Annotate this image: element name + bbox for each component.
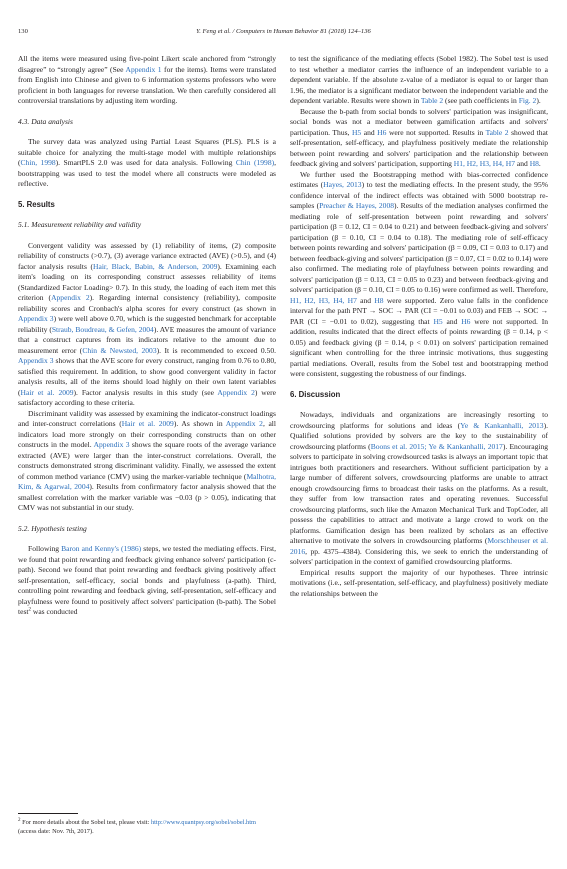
text-run: ). SmartPLS 2.0 was used for data analysis. Following	[55, 158, 236, 167]
text-run: showed that self-presentation, self-efficacy, and playfulness positively mediate the relationship between point rewarding and solvers' participation and the relationship between feedback giving and solvers' participation, supporting	[290, 127, 548, 168]
reference-link[interactable]: Chin (1998)	[235, 158, 275, 167]
reference-link[interactable]: Boons et al. 2015; Ye & Kankanhalli, 2017	[370, 441, 503, 451]
reference-link[interactable]: Morschheuser et al. 2016	[290, 536, 548, 556]
footnote-marker: 2	[18, 817, 21, 823]
paragraph	[290, 410, 548, 568]
reference-link[interactable]: Appendix 3	[93, 440, 130, 449]
paragraph	[290, 170, 548, 380]
text-run: , all indicators load more strongly on their corresponding constructs than on other constructs in the model.	[18, 419, 276, 449]
text-run: Discriminant validity was assessed by examining the indicator-construct loadings and inter-construct correlations (	[18, 408, 276, 428]
reference-link[interactable]: Chin & Newsted, 2003	[82, 345, 157, 355]
text-run: ). Examining each item's loading on its corresponding construct assesses reliability of items (Standardized Factor Loading> 0.7). In this study, the loading of each item met this criterion (	[18, 261, 276, 302]
text-run: for the items). Items were translated from English into Chinese and given to 6 information systems professors who were proficient in both languages for reverse translation. We then carefully considered all controversial translations by adjusting item wording.	[18, 64, 277, 105]
section-heading-5-1: 5.1. Measurement reliability and validity	[18, 220, 142, 229]
text-run: steps, we tested the mediating effects. First, we found that point rewarding and feedback giving enhance solvers' participation (c-path). Second we found that point rewarding and feedback giving positively affect self-presentation, self-efficacy, social bonds and playfulness (a-path). Third, controlling point rewarding and feedback giving, self-presentation, self-efficacy and playfulness were found to positively affect solvers' participation (b-path). The Sobel test	[18, 544, 277, 616]
section-heading-5-2: 5.2. Hypothesis testing	[18, 523, 87, 533]
reference-link[interactable]: Appendix 2	[225, 419, 263, 428]
text-run: ) were satisfactory according to these criteria.	[18, 387, 276, 407]
text-run: , bootstrapping was used to test the model where all constructs were modeled as reflective.	[18, 158, 276, 188]
reference-link[interactable]: H1, H2, H3, H4, H7	[290, 295, 357, 305]
text-run: .	[538, 159, 541, 168]
text-run: (access date: Nov. 7th, 2017).	[18, 828, 94, 835]
text-run: ). As shown in	[173, 419, 226, 428]
text-run: ). Results of the mediation analyses confirmed the mediating role of self-presentation between point rewarding and solvers' participation (β = 0.12, CI = 0.04 to 0.21) and between feedback-giving and solvers' participation (β = 0.10, CI = 0.04 to 0.18). The mediating role of self-efficacy between points rewarding and solvers' participation (β = 0.09, CI = 0.03 to 0.17) and between feedback-giving and solvers' participation (β = 0.07, CI = 0.02 to 0.14) were also confirmed. The mediating role of playfulness between points rewarding and solvers' participation (β = 0.13, CI = 0.05 to 0.23) and between feedback-giving and solvers' participation (β = 0.10, CI = 0.05 to 0.16) were confirmed as well. Therefore,	[290, 201, 548, 294]
footnote-marker: 2	[28, 607, 31, 613]
text-run: were not supported. In addition, results indicated that the direct effects of points rewarding (β = 0.14, p < 0.05) and feedback giving (β = 0.14, p < 0.01) on solvers' participation remained significant when controlling for the three intrinsic motivations, thus suggesting partial mediations. Overall, results from the Sobel test and bootstrapping method were consistent, suggesting the robustness of our findings.	[290, 316, 548, 378]
reference-link[interactable]: Preacher & Hayes, 2008	[319, 201, 394, 210]
reference-link[interactable]: Hair, Black, Babin, & Anderson, 2009	[93, 261, 218, 271]
reference-link[interactable]: H8	[529, 159, 539, 168]
reference-link[interactable]: H5	[351, 127, 362, 137]
text-run: Convergent validity was assessed by (1) reliability of items, (2) composite reliability of constructs (>0.7), (3) average variance extracted (AVE) (>0.5), and (4) factor analysis results (	[18, 240, 276, 271]
journal-citation: Y. Feng et al. / Computers in Human Behavior 81 (2018) 124–136	[196, 28, 371, 35]
footnote-divider	[18, 813, 78, 814]
text-run: Following	[28, 544, 62, 553]
section-heading-4-3: 4.3. Data analysis	[18, 116, 73, 126]
paragraph	[290, 54, 548, 107]
text-run: ). It is recommended to exceed 0.50.	[156, 345, 276, 355]
running-header	[18, 28, 549, 40]
text-run: shows that the AVE score for every construct, ranging from 0.76 to 0.80, satisfied this requirement. In addition, to show good convergent validity in factor analysis results, all of the items should load highly on their own latent variables (	[18, 356, 276, 397]
text-run: ) to test the mediating effects. In the present study, the 95% confidence interval of the indirect effects was obtained with 5000 bootstrap re-samples (	[290, 180, 549, 210]
text-run: Empirical results support the majority of our hypotheses. Three intrinsic motivations (i.e., self-presentation, self-efficacy, and playfulness) positively mediate the relationships between the	[290, 567, 548, 598]
text-run: ).	[536, 96, 541, 105]
text-run: The survey data was analyzed using Partial Least Squares (PLS). PLS is a suitable choice for analyzing the multi-stage model with multiple relationships (	[18, 137, 276, 167]
reference-link[interactable]: H6	[377, 127, 387, 137]
text-run: ). Results from confirmatory factor analysis showed that the smallest correlation with the marker variable was −0.03 (p > 0.05), indicating that CMV was not substantial in our study.	[18, 482, 276, 512]
paragraph	[290, 107, 548, 170]
reference-link[interactable]: Straub, Boudreau, & Gefen, 2004	[51, 324, 154, 334]
reference-link[interactable]: Baron and Kenny's (1986)	[61, 544, 142, 553]
reference-link[interactable]: Table 2	[485, 127, 509, 137]
reference-link[interactable]: Ye & Kankanhalli, 2013	[460, 420, 544, 430]
paragraph	[18, 241, 276, 409]
reference-link[interactable]: H5	[433, 316, 443, 326]
text-run: ) were well above 0.70, which is the suggested benchmark for acceptable reliability (	[18, 314, 276, 334]
text-run: For more details about the Sobel test, please visit:	[20, 819, 151, 826]
text-run: were supported. Zero value falls in the confidence interval for the path PNT → SOC → PAR (CI = −0.01 to 0.03) and FEB → SOC → PAR (CI = −0.01 to 0.02), suggesting that	[290, 295, 548, 326]
section-heading-5: 5. Results	[18, 199, 55, 209]
reference-link[interactable]: Malhotra, Kim, & Agarwal, 2004	[18, 471, 276, 491]
reference-link[interactable]: Appendix 3	[18, 356, 54, 365]
text-run: All the items were measured using five-point Likert scale anchored from “strongly disagree” to “strongly agree” (See	[18, 54, 276, 74]
text-run: was conducted	[30, 607, 78, 616]
text-run: and	[361, 127, 378, 137]
paragraph	[18, 54, 276, 107]
text-run: ). Factor analysis results in this study (see	[73, 387, 218, 397]
paragraph	[290, 568, 548, 600]
text-run: were not supported. Results in	[386, 127, 486, 137]
text-run: ). AVE measures the amount of variance that a construct captures from its indicators relative to the amount due to measurement error (	[18, 324, 276, 355]
page-number: 130	[18, 28, 28, 35]
reference-link[interactable]: Appendix 1	[125, 64, 162, 74]
reference-link[interactable]: Appendix 3	[18, 314, 54, 323]
text-run: (see path coefficients in	[443, 96, 519, 105]
reference-link[interactable]: H1, H2, H3, H4, H7	[453, 159, 516, 168]
reference-link[interactable]: Hayes, 2013	[323, 180, 362, 189]
text-run: and	[356, 295, 375, 305]
reference-link[interactable]: Hair et al. 2009	[121, 419, 174, 428]
left-column	[18, 54, 276, 618]
reference-link[interactable]: H8	[374, 295, 384, 305]
paragraph	[18, 544, 276, 618]
text-run: ). Encouraging solvers to participate in solving crowdsourced tasks is always an important topic that intrigues both practitioners and researchers. Without sufficient participation by a large number of different solvers, crowdsourcing platforms are unable to attract enough crowdsourcing firms to broadcast their tasks on the platforms. As a result, they suffer from low transaction rates and operating revenues. Successful crowdsourcing platforms, such like the Amazon Mechanical Turk and TopCoder, all possess the capabilities to attract and motivate a large crowd to work on the platforms. Gamification design has been realized by scholars as an effective alternative to motivate the solvers in crowdsourcing platforms (	[290, 441, 549, 545]
paragraph	[18, 137, 276, 190]
text-run: ). Qualified solutions provided by solvers are the key to the sustainability of crowdsourcing platforms (	[290, 420, 548, 451]
text-run: ). Regarding internal consistency (reliability), composite reliability scores and Cronbach's alpha scores for every construct (as shown in	[18, 293, 276, 313]
text-run: and	[442, 316, 462, 326]
reference-link[interactable]: Appendix 2	[217, 387, 255, 397]
text-run: shows the square roots of the average variance extracted (AVE) were larger than the inter-construct correlations. Overall, the constructs demonstrated strong discriminant validity. Finally, we assessed the extent of common method variance (CMV) using the marker-variable technique (	[18, 440, 277, 481]
reference-link[interactable]: Table 2	[420, 96, 444, 105]
reference-link[interactable]: http://www.quantpsy.org/sobel/sobel.htm	[150, 819, 256, 826]
text-run: Nowadays, individuals and organizations are increasingly resorting to crowdsourcing platforms for solutions and ideas (	[290, 410, 548, 430]
reference-link[interactable]: Hair et al. 2009	[20, 387, 74, 397]
text-run: to test the significance of the mediating effects (Sobel 1982). The Sobel test is used to test whether a mediator carries the influence of an independent variable to a dependent variable. If the absolute z-value of a mediator is equal to or larger than 1.96, the mediator is a significant mediator between the independent variable and the dependent variable. Results were shown in	[290, 54, 548, 105]
text-run: and	[515, 159, 530, 168]
reference-link[interactable]: Fig. 2	[518, 96, 537, 105]
text-run: , pp. 4375–4384). Considering this, we seek to enrich the understanding of solvers' participation in the context of gamified crowdsourcing platforms.	[290, 546, 548, 566]
text-run: We further used the Bootstrapping method with bias-corrected confidence estimates (	[290, 169, 548, 189]
right-column	[290, 54, 548, 599]
footnote	[18, 818, 276, 836]
text-run: Because the b-path from social bonds to solvers' participation was insignificant, social bonds was not a mediator between gamification artifacts and solvers' participation. Thus,	[290, 106, 548, 137]
section-heading-6: 6. Discussion	[290, 389, 341, 399]
reference-link[interactable]: Appendix 2	[51, 293, 90, 302]
reference-link[interactable]: Chin, 1998	[20, 158, 56, 167]
paragraph	[18, 409, 276, 514]
reference-link[interactable]: H6	[461, 316, 471, 326]
